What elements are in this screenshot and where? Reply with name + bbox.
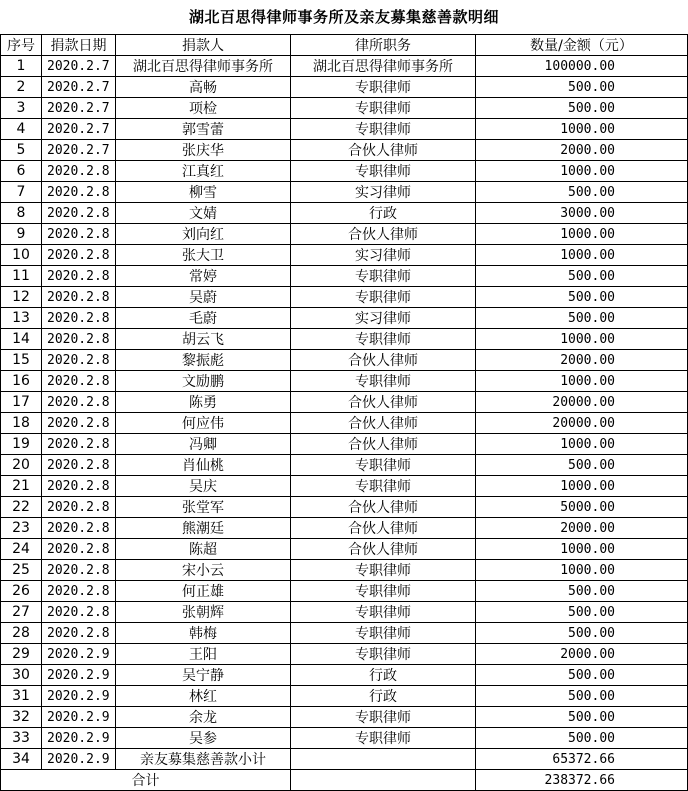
cell-amount: 500.00 xyxy=(476,623,688,644)
table-row xyxy=(1,434,688,455)
cell-role: 专职律师 xyxy=(291,560,476,581)
table-row xyxy=(1,476,688,497)
cell-donor: 高畅 xyxy=(116,77,291,98)
cell-role: 实习律师 xyxy=(291,245,476,266)
cell-role: 合伙人律师 xyxy=(291,224,476,245)
table-row xyxy=(1,266,688,287)
cell-donor: 张朝辉 xyxy=(116,602,291,623)
cell-donor: 常婷 xyxy=(116,266,291,287)
cell-role: 合伙人律师 xyxy=(291,434,476,455)
total-amount: 238372.66 xyxy=(476,770,688,791)
total-label: 合计 xyxy=(1,770,291,791)
cell-date: 2020.2.9 xyxy=(42,644,116,665)
cell-no: 6 xyxy=(1,161,42,182)
cell-date: 2020.2.8 xyxy=(42,476,116,497)
cell-date: 2020.2.8 xyxy=(42,161,116,182)
table-row xyxy=(1,749,688,770)
cell-date: 2020.2.9 xyxy=(42,749,116,770)
cell-role: 专职律师 xyxy=(291,266,476,287)
cell-role: 实习律师 xyxy=(291,182,476,203)
donation-table xyxy=(0,34,688,791)
table-row xyxy=(1,203,688,224)
table-row xyxy=(1,329,688,350)
cell-donor: 韩梅 xyxy=(116,623,291,644)
cell-donor: 柳雪 xyxy=(116,182,291,203)
cell-date: 2020.2.8 xyxy=(42,266,116,287)
cell-no: 19 xyxy=(1,434,42,455)
cell-no: 30 xyxy=(1,665,42,686)
cell-date: 2020.2.7 xyxy=(42,56,116,77)
cell-role: 合伙人律师 xyxy=(291,497,476,518)
cell-no: 28 xyxy=(1,623,42,644)
cell-role: 专职律师 xyxy=(291,371,476,392)
cell-role: 专职律师 xyxy=(291,329,476,350)
table-row xyxy=(1,623,688,644)
cell-donor: 张堂军 xyxy=(116,497,291,518)
cell-donor: 项检 xyxy=(116,98,291,119)
cell-amount: 1000.00 xyxy=(476,539,688,560)
cell-amount: 1000.00 xyxy=(476,371,688,392)
cell-donor: 吴庆 xyxy=(116,476,291,497)
cell-amount: 500.00 xyxy=(476,602,688,623)
table-row xyxy=(1,581,688,602)
header-date: 捐款日期 xyxy=(42,35,116,56)
table-row xyxy=(1,371,688,392)
cell-role: 行政 xyxy=(291,203,476,224)
cell-amount: 2000.00 xyxy=(476,140,688,161)
cell-amount: 500.00 xyxy=(476,707,688,728)
cell-donor: 江真红 xyxy=(116,161,291,182)
cell-amount: 500.00 xyxy=(476,77,688,98)
cell-no: 31 xyxy=(1,686,42,707)
total-empty-cell xyxy=(291,770,476,791)
cell-role: 合伙人律师 xyxy=(291,350,476,371)
table-row xyxy=(1,287,688,308)
cell-donor: 吴宁静 xyxy=(116,665,291,686)
cell-date: 2020.2.8 xyxy=(42,182,116,203)
cell-donor: 黎振彪 xyxy=(116,350,291,371)
cell-amount: 500.00 xyxy=(476,308,688,329)
cell-date: 2020.2.8 xyxy=(42,434,116,455)
cell-role: 湖北百思得律师事务所 xyxy=(291,56,476,77)
cell-no: 17 xyxy=(1,392,42,413)
cell-role: 专职律师 xyxy=(291,455,476,476)
cell-date: 2020.2.9 xyxy=(42,686,116,707)
header-amount: 数量/金额（元） xyxy=(476,35,688,56)
cell-amount: 100000.00 xyxy=(476,56,688,77)
cell-date: 2020.2.9 xyxy=(42,728,116,749)
table-row xyxy=(1,392,688,413)
cell-donor: 肖仙桃 xyxy=(116,455,291,476)
table-row xyxy=(1,602,688,623)
cell-date: 2020.2.8 xyxy=(42,224,116,245)
cell-no: 1 xyxy=(1,56,42,77)
cell-date: 2020.2.8 xyxy=(42,518,116,539)
cell-donor: 何正雄 xyxy=(116,581,291,602)
cell-date: 2020.2.8 xyxy=(42,497,116,518)
cell-donor: 湖北百思得律师事务所 xyxy=(116,56,291,77)
cell-amount: 500.00 xyxy=(476,182,688,203)
cell-date: 2020.2.8 xyxy=(42,350,116,371)
cell-no: 34 xyxy=(1,749,42,770)
cell-no: 13 xyxy=(1,308,42,329)
table-row xyxy=(1,707,688,728)
cell-no: 7 xyxy=(1,182,42,203)
cell-no: 23 xyxy=(1,518,42,539)
cell-donor: 吴蔚 xyxy=(116,287,291,308)
header-no: 序号 xyxy=(1,35,42,56)
cell-no: 9 xyxy=(1,224,42,245)
table-row xyxy=(1,98,688,119)
cell-role: 合伙人律师 xyxy=(291,140,476,161)
cell-donor: 熊潮廷 xyxy=(116,518,291,539)
cell-amount: 1000.00 xyxy=(476,476,688,497)
cell-date: 2020.2.7 xyxy=(42,77,116,98)
cell-no: 18 xyxy=(1,413,42,434)
cell-no: 21 xyxy=(1,476,42,497)
table-body xyxy=(1,56,688,770)
cell-role: 专职律师 xyxy=(291,644,476,665)
table-row xyxy=(1,350,688,371)
cell-date: 2020.2.8 xyxy=(42,581,116,602)
cell-donor: 林红 xyxy=(116,686,291,707)
cell-role: 专职律师 xyxy=(291,287,476,308)
cell-amount: 1000.00 xyxy=(476,161,688,182)
cell-no: 5 xyxy=(1,140,42,161)
cell-donor: 宋小云 xyxy=(116,560,291,581)
cell-donor: 张庆华 xyxy=(116,140,291,161)
cell-date: 2020.2.8 xyxy=(42,539,116,560)
cell-no: 24 xyxy=(1,539,42,560)
cell-donor: 陈超 xyxy=(116,539,291,560)
cell-no: 15 xyxy=(1,350,42,371)
cell-donor: 文励鹏 xyxy=(116,371,291,392)
cell-date: 2020.2.8 xyxy=(42,371,116,392)
cell-role: 合伙人律师 xyxy=(291,392,476,413)
cell-date: 2020.2.8 xyxy=(42,413,116,434)
cell-role: 行政 xyxy=(291,665,476,686)
cell-amount: 500.00 xyxy=(476,728,688,749)
table-row xyxy=(1,140,688,161)
cell-amount: 20000.00 xyxy=(476,413,688,434)
cell-donor: 张大卫 xyxy=(116,245,291,266)
table-row xyxy=(1,224,688,245)
cell-date: 2020.2.8 xyxy=(42,455,116,476)
cell-no: 10 xyxy=(1,245,42,266)
cell-amount: 5000.00 xyxy=(476,497,688,518)
table-row xyxy=(1,497,688,518)
header-role: 律所职务 xyxy=(291,35,476,56)
cell-date: 2020.2.8 xyxy=(42,560,116,581)
table-row xyxy=(1,644,688,665)
table-row xyxy=(1,665,688,686)
cell-role: 专职律师 xyxy=(291,602,476,623)
table-row xyxy=(1,77,688,98)
cell-amount: 500.00 xyxy=(476,266,688,287)
cell-donor: 郭雪蕾 xyxy=(116,119,291,140)
table-row xyxy=(1,308,688,329)
header-donor: 捐款人 xyxy=(116,35,291,56)
cell-donor: 亲友募集慈善款小计 xyxy=(116,749,291,770)
table-row xyxy=(1,119,688,140)
cell-amount: 2000.00 xyxy=(476,644,688,665)
cell-no: 2 xyxy=(1,77,42,98)
cell-donor: 文婧 xyxy=(116,203,291,224)
cell-amount: 1000.00 xyxy=(476,560,688,581)
cell-amount: 500.00 xyxy=(476,581,688,602)
cell-amount: 500.00 xyxy=(476,455,688,476)
cell-amount: 1000.00 xyxy=(476,245,688,266)
cell-role: 合伙人律师 xyxy=(291,413,476,434)
table-row xyxy=(1,518,688,539)
cell-amount: 500.00 xyxy=(476,287,688,308)
cell-no: 4 xyxy=(1,119,42,140)
cell-no: 14 xyxy=(1,329,42,350)
table-row xyxy=(1,182,688,203)
cell-role: 专职律师 xyxy=(291,623,476,644)
cell-role: 专职律师 xyxy=(291,161,476,182)
cell-role: 专职律师 xyxy=(291,476,476,497)
cell-role: 行政 xyxy=(291,686,476,707)
table-row xyxy=(1,539,688,560)
table-row xyxy=(1,413,688,434)
cell-no: 33 xyxy=(1,728,42,749)
cell-amount: 1000.00 xyxy=(476,329,688,350)
cell-amount: 500.00 xyxy=(476,686,688,707)
cell-no: 20 xyxy=(1,455,42,476)
cell-date: 2020.2.9 xyxy=(42,707,116,728)
cell-amount: 1000.00 xyxy=(476,119,688,140)
table-row xyxy=(1,161,688,182)
table-row xyxy=(1,455,688,476)
cell-date: 2020.2.8 xyxy=(42,329,116,350)
cell-donor: 余龙 xyxy=(116,707,291,728)
cell-donor: 毛蔚 xyxy=(116,308,291,329)
cell-no: 3 xyxy=(1,98,42,119)
cell-no: 26 xyxy=(1,581,42,602)
cell-date: 2020.2.8 xyxy=(42,623,116,644)
table-row xyxy=(1,728,688,749)
cell-date: 2020.2.8 xyxy=(42,602,116,623)
cell-role: 实习律师 xyxy=(291,308,476,329)
table-row xyxy=(1,245,688,266)
cell-no: 8 xyxy=(1,203,42,224)
total-row xyxy=(1,770,688,791)
cell-date: 2020.2.8 xyxy=(42,245,116,266)
cell-role: 专职律师 xyxy=(291,98,476,119)
cell-amount: 20000.00 xyxy=(476,392,688,413)
cell-no: 25 xyxy=(1,560,42,581)
table-row xyxy=(1,560,688,581)
cell-donor: 刘向红 xyxy=(116,224,291,245)
cell-date: 2020.2.9 xyxy=(42,665,116,686)
cell-no: 29 xyxy=(1,644,42,665)
cell-date: 2020.2.8 xyxy=(42,392,116,413)
cell-amount: 2000.00 xyxy=(476,350,688,371)
cell-amount: 500.00 xyxy=(476,98,688,119)
cell-amount: 65372.66 xyxy=(476,749,688,770)
cell-date: 2020.2.8 xyxy=(42,287,116,308)
cell-amount: 1000.00 xyxy=(476,434,688,455)
cell-role: 专职律师 xyxy=(291,581,476,602)
cell-date: 2020.2.7 xyxy=(42,140,116,161)
cell-donor: 何应伟 xyxy=(116,413,291,434)
cell-date: 2020.2.7 xyxy=(42,119,116,140)
cell-donor: 胡云飞 xyxy=(116,329,291,350)
cell-no: 22 xyxy=(1,497,42,518)
cell-amount: 2000.00 xyxy=(476,518,688,539)
cell-role: 合伙人律师 xyxy=(291,539,476,560)
table-row xyxy=(1,686,688,707)
cell-role: 专职律师 xyxy=(291,77,476,98)
cell-role xyxy=(291,749,476,770)
cell-no: 27 xyxy=(1,602,42,623)
cell-no: 12 xyxy=(1,287,42,308)
cell-role: 合伙人律师 xyxy=(291,518,476,539)
table-row xyxy=(1,56,688,77)
header-row xyxy=(1,35,688,56)
cell-donor: 冯卿 xyxy=(116,434,291,455)
cell-no: 16 xyxy=(1,371,42,392)
cell-no: 11 xyxy=(1,266,42,287)
cell-role: 专职律师 xyxy=(291,119,476,140)
cell-date: 2020.2.7 xyxy=(42,98,116,119)
cell-date: 2020.2.8 xyxy=(42,308,116,329)
cell-donor: 陈勇 xyxy=(116,392,291,413)
cell-role: 专职律师 xyxy=(291,728,476,749)
cell-date: 2020.2.8 xyxy=(42,203,116,224)
cell-role: 专职律师 xyxy=(291,707,476,728)
cell-donor: 吴参 xyxy=(116,728,291,749)
cell-amount: 500.00 xyxy=(476,665,688,686)
sheet-title: 湖北百思得律师事务所及亲友募集慈善款明细 xyxy=(188,8,499,26)
cell-amount: 3000.00 xyxy=(476,203,688,224)
cell-amount: 1000.00 xyxy=(476,224,688,245)
cell-no: 32 xyxy=(1,707,42,728)
cell-donor: 王阳 xyxy=(116,644,291,665)
